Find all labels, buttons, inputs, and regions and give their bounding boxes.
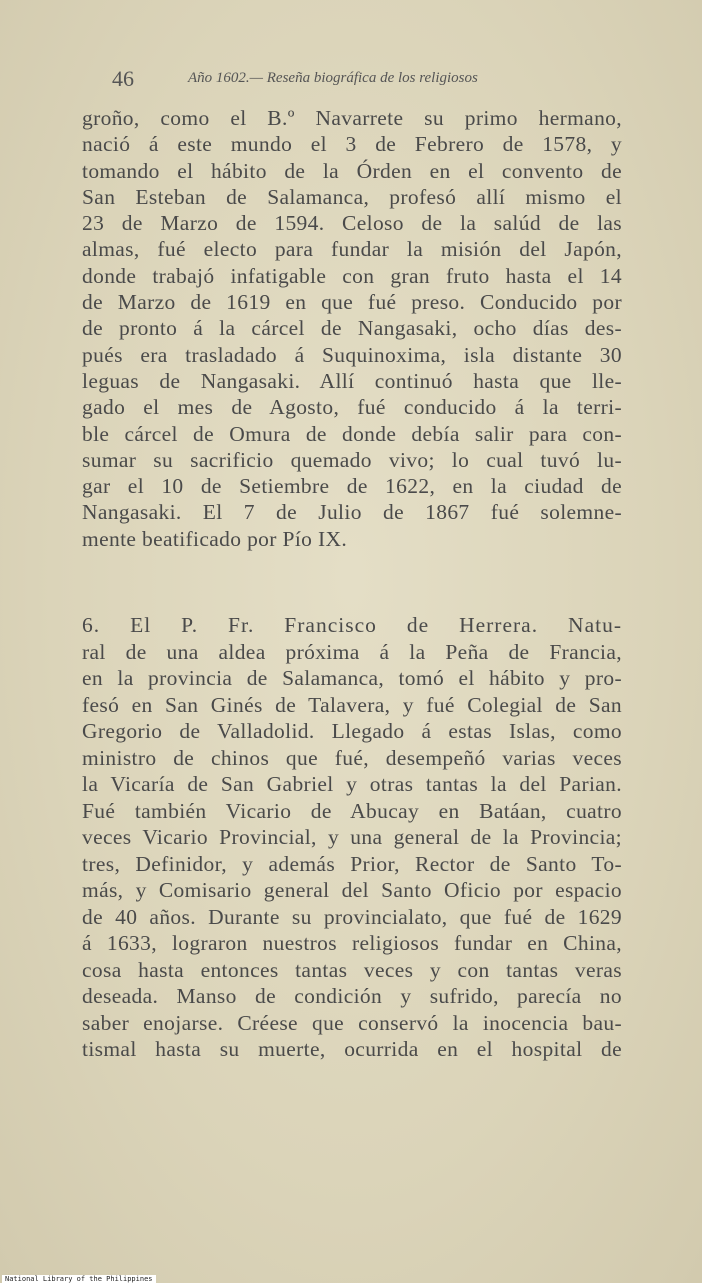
text-line: tomando el hábito de la Órden en el convento de: [82, 158, 622, 183]
text-line: Gregorio de Valladolid. Llegado á estas Islas, como: [82, 719, 622, 743]
library-watermark: National Library of the Philippines: [2, 1275, 156, 1283]
body-text-2: [82, 612, 622, 1063]
text-line: mente beatificado por Pío IX.: [82, 526, 348, 551]
text-line: tismal hasta su muerte, ocurrida en el hospital de: [82, 1037, 622, 1061]
text-line: ral de una aldea próxima á la Peña de Francia,: [82, 639, 622, 664]
text-line: groño, como el B.º Navarrete su primo hermano,: [82, 106, 622, 130]
text-line: San Esteban de Salamanca, profesó allí mismo el: [82, 184, 622, 209]
text-line: ble cárcel de Omura de donde debía salir para con-: [82, 421, 622, 446]
text-line: Nangasaki. El 7 de Julio de 1867 fué solemne-: [82, 500, 622, 525]
text-line: veces Vicario Provincial, y una general de la Provincia;: [82, 825, 622, 849]
text-line: á 1633, lograron nuestros religiosos fundar en China,: [82, 931, 622, 955]
text-line: cosa hasta entonces tantas veces y con tantas veras: [82, 957, 622, 982]
text-line: saber enojarse. Créese que conservó la inocencia bau-: [82, 1010, 622, 1035]
paragraph-gap: [82, 552, 622, 580]
text-line: en la provincia de Salamanca, tomó el hábito y pro-: [82, 666, 622, 690]
text-line: pués era trasladado á Suquinoxima, isla distante 30: [82, 342, 622, 367]
page-header: [112, 66, 632, 96]
text-line: Fué también Vicario de Abucay en Batáan, cuatro: [82, 798, 622, 823]
section-heading-line: 6. El P. Fr. Francisco de Herrera. Natu-: [82, 613, 622, 637]
text-line: almas, fué electo para fundar la misión del Japón,: [82, 237, 622, 262]
text-line: leguas de Nangasaki. Allí continuó hasta que lle-: [82, 368, 622, 393]
text-line: la Vicaría de San Gabriel y otras tantas la del Parian.: [82, 772, 622, 796]
text-line: nació á este mundo el 3 de Febrero de 1578, y: [82, 132, 622, 157]
text-line: ministro de chinos que fué, desempeñó varias veces: [82, 745, 622, 770]
text-line: gar el 10 de Setiembre de 1622, en la ciudad de: [82, 474, 622, 499]
body-text: [82, 105, 622, 580]
text-line: sumar su sacrificio quemado vivo; lo cual tuvó lu-: [82, 447, 622, 472]
text-line: donde trabajó infatigable con gran fruto hasta el 14: [82, 263, 622, 288]
text-line: de pronto á la cárcel de Nangasaki, ocho días des-: [82, 316, 622, 341]
text-line: más, y Comisario general del Santo Oficio por espacio: [82, 878, 622, 902]
text-line: de 40 años. Durante su provincialato, que fué de 1629: [82, 904, 622, 929]
text-line: tres, Definidor, y además Prior, Rector de Santo To-: [82, 851, 622, 876]
text-line: fesó en San Ginés de Talavera, y fué Colegial de San: [82, 692, 622, 717]
text-line: de Marzo de 1619 en que fué preso. Conducido por: [82, 290, 622, 315]
text-line: 23 de Marzo de 1594. Celoso de la salúd de las: [82, 211, 622, 236]
page-number: 46: [112, 66, 134, 91]
text-line: gado el mes de Agosto, fué conducido á la terri-: [82, 395, 622, 420]
text-line: deseada. Manso de condición y sufrido, parecía no: [82, 984, 622, 1008]
running-title: Año 1602.— Reseña biográfica de los religiosos: [188, 70, 478, 86]
